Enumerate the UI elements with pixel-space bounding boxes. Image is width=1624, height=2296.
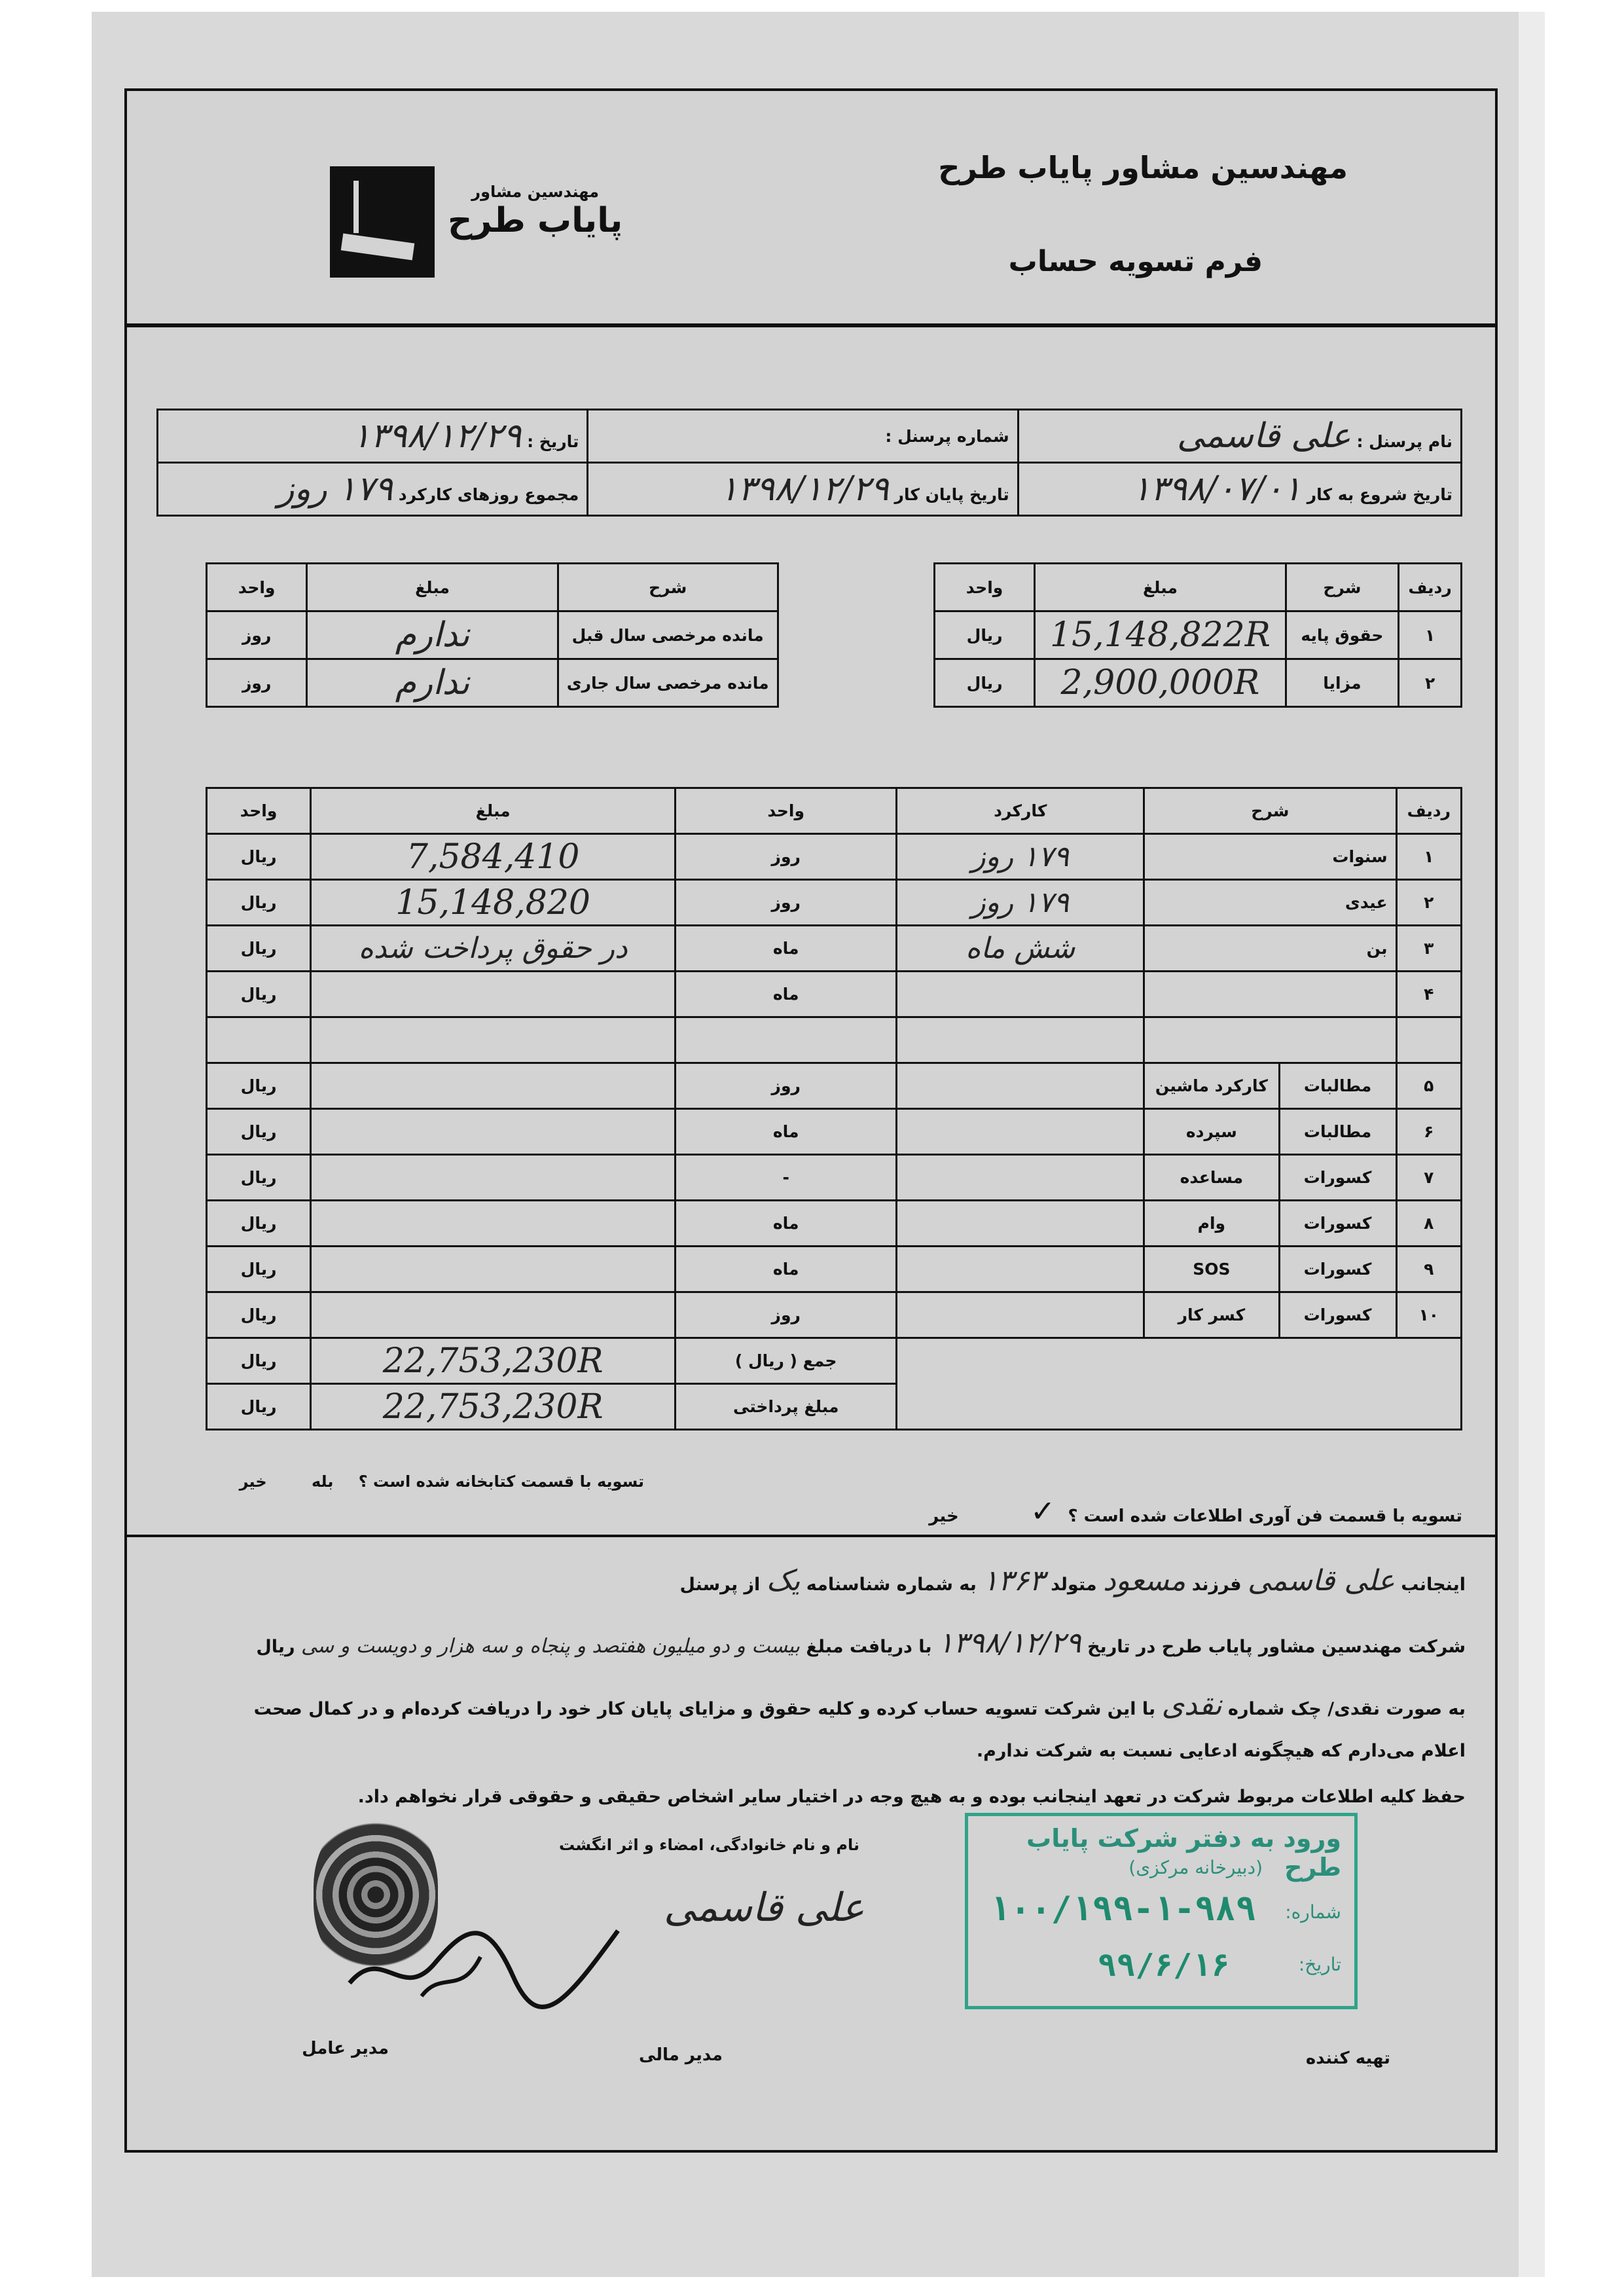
decl-text: شرکت مهندسین مشاور پایاب طرح در تاریخ [1087, 1637, 1466, 1657]
row-amount: در حقوق پرداخت شده [311, 926, 676, 972]
row-unit2: روز [207, 611, 307, 659]
decl-payment-method: نقدی [1161, 1688, 1222, 1722]
row-number: ۱ [1396, 834, 1461, 880]
signature-caption: نام و نام خانوادگی، امضاء و اثر انگشت [559, 1836, 860, 1854]
declaration-line-1 [156, 1564, 1466, 1599]
row-category: کسورات [1279, 1292, 1396, 1338]
row-amount: 7,584,410 [311, 834, 676, 880]
row-unit: روز [676, 1292, 897, 1338]
sum-value: 22,753,230R [311, 1338, 676, 1384]
table-spacer-row [207, 1017, 1462, 1063]
library-yes: بله [311, 1472, 334, 1491]
decl-text: با دریافت مبلغ [806, 1637, 932, 1657]
table-header-row [207, 788, 1462, 834]
row-subitem: SOS [1144, 1247, 1279, 1292]
start-cell [1018, 463, 1461, 516]
row-number: ۶ [1396, 1109, 1461, 1155]
row-desc: عیدی [1144, 880, 1396, 926]
days-value: ۱۷۹ روز [278, 469, 393, 509]
row-unit: - [676, 1155, 897, 1201]
row-unit: ریال [934, 659, 1034, 707]
row-desc2: مانده مرخصی سال جاری [558, 659, 778, 707]
decl-text: به صورت نقدی/ چک شماره [1228, 1699, 1466, 1719]
row-number: ۹ [1396, 1247, 1461, 1292]
start-value: ۱۳۹۸/۰۷/۰۱ [1132, 469, 1301, 509]
payment-row [207, 1384, 1462, 1430]
row-number: ۱ [1399, 611, 1462, 659]
company-logo-icon [330, 166, 435, 278]
decl-text: فرزند [1191, 1575, 1242, 1595]
declaration-line-5: حفظ کلیه اطلاعات مربوط شرکت در تعهد اینجانب بوده و به هیچ وجه در اختیار سایر اشخاص حقیقی و حقوقی قرار نخواهم داد. [357, 1787, 1466, 1807]
table-row [207, 880, 1462, 926]
row-currency: ریال [207, 1201, 311, 1247]
table-row [207, 1247, 1462, 1292]
decl-text: ریال [256, 1637, 295, 1657]
row-number: ۵ [1396, 1063, 1461, 1109]
salary-leave-table [206, 562, 1462, 708]
decl-father: مسعود [1103, 1564, 1186, 1597]
row-unit: ماه [676, 1109, 897, 1155]
row-number: ۷ [1396, 1155, 1461, 1201]
row-currency: ریال [207, 1155, 311, 1201]
column-gap [778, 659, 934, 707]
row-amount2: ندارم [307, 611, 558, 659]
row-category: مطالبات [1279, 1109, 1396, 1155]
row-number: ۱۰ [1396, 1292, 1461, 1338]
row-currency: ریال [207, 1247, 311, 1292]
date-label: تاریخ : [527, 432, 579, 451]
row-desc: حقوق پایه [1286, 611, 1399, 659]
column-gap [778, 564, 934, 611]
row-work: شش ماه [897, 926, 1144, 972]
payment-currency: ریال [207, 1384, 311, 1430]
stamp-number-value: ۱۰۰/۱۹۹-۱-۹۸۹ [990, 1889, 1256, 1929]
settlement-items-table [206, 787, 1462, 1430]
row-work [897, 972, 1144, 1017]
personnel-info-table [156, 409, 1462, 517]
row-category: کسورات [1279, 1201, 1396, 1247]
it-question [929, 1493, 1462, 1529]
signature-name: علی قاسمی [664, 1885, 865, 1931]
decl-text: از پرسنل [679, 1575, 761, 1595]
secretariat-stamp [965, 1813, 1358, 2009]
row-desc2: مانده مرخصی سال قبل [558, 611, 778, 659]
col-header: مبلغ [1035, 564, 1286, 611]
footer-ceo: مدیر عامل [302, 2039, 389, 2058]
start-label: تاریخ شروع به کار [1307, 485, 1453, 504]
signature-scribble-icon [343, 1904, 624, 2009]
sum-currency: ریال [207, 1338, 311, 1384]
table-row [207, 1292, 1462, 1338]
name-cell [1018, 410, 1461, 463]
row-subitem: وام [1144, 1201, 1279, 1247]
footer-prepared: تهیه کننده [1305, 2049, 1390, 2068]
library-question [240, 1472, 644, 1491]
sum-row [207, 1338, 1462, 1384]
row-desc [1144, 972, 1396, 1017]
row-number: ۸ [1396, 1201, 1461, 1247]
days-cell [158, 463, 588, 516]
logo-text-big: پایاب طرح [448, 201, 623, 240]
row-number: ۳ [1396, 926, 1461, 972]
decl-birth: ۱۳۶۳ [983, 1564, 1045, 1597]
row-unit: ماه [676, 926, 897, 972]
table-header-row [207, 564, 1462, 611]
checkmark-icon: ✓ [1030, 1493, 1056, 1529]
stamp-date-label: تاریخ: [1298, 1954, 1341, 1975]
row-desc: بن [1144, 926, 1396, 972]
row-number: ۲ [1399, 659, 1462, 707]
decl-text: اینجانب [1401, 1575, 1466, 1595]
col-header: واحد [207, 788, 311, 834]
it-question-text: تسویه با قسمت فن آوری اطلاعات شده است ؟ [1068, 1506, 1462, 1526]
decl-id: یک [766, 1564, 801, 1597]
table-row [207, 1109, 1462, 1155]
row-work: ۱۷۹ روز [897, 834, 1144, 880]
row-amount: 2,900,000R [1035, 659, 1286, 707]
sum-label: جمع ( ریال ) [676, 1338, 897, 1384]
form-title: فرم تسویه حساب [1008, 245, 1263, 278]
info-row [158, 463, 1462, 516]
row-unit: ماه [676, 1247, 897, 1292]
col-header: ردیف [1399, 564, 1462, 611]
days-label: مجموع روزهای کارکرد [398, 485, 579, 504]
info-row [158, 410, 1462, 463]
row-unit: ماه [676, 972, 897, 1017]
row-category: کسورات [1279, 1155, 1396, 1201]
row-unit: ماه [676, 1201, 897, 1247]
col-header: واحد [934, 564, 1034, 611]
row-number: ۴ [1396, 972, 1461, 1017]
col-header: ردیف [1396, 788, 1461, 834]
row-currency: ریال [207, 834, 311, 880]
row-subitem: مساعده [1144, 1155, 1279, 1201]
table-row [207, 1155, 1462, 1201]
it-no: خیر [929, 1506, 959, 1526]
library-question-text: تسویه با قسمت کتابخانه شده است ؟ [358, 1472, 644, 1491]
table-row [207, 659, 1462, 707]
payment-label: مبلغ پرداختی [676, 1384, 897, 1430]
row-amount2: ندارم [307, 659, 558, 707]
stamp-subtitle: (دبیرخانه مرکزی) [1128, 1857, 1263, 1878]
settlement-form [124, 88, 1498, 2153]
name-label: نام پرسنل : [1356, 432, 1453, 451]
col-header: مبلغ [307, 564, 558, 611]
col-header: شرح [558, 564, 778, 611]
decl-text: با این شرکت تسویه حساب کرده و کلیه حقوق و مزایای پایان کار خود را دریافت کرده‌ام و در کمال صحت [253, 1699, 1156, 1719]
row-category: کسورات [1279, 1247, 1396, 1292]
decl-text: متولد [1051, 1575, 1097, 1595]
row-currency: ریال [207, 1292, 311, 1338]
row-unit2: روز [207, 659, 307, 707]
row-unit: روز [676, 880, 897, 926]
row-desc: سنوات [1144, 834, 1396, 880]
table-row [207, 834, 1462, 880]
decl-amount-words: بیست و دو میلیون هفتصد و پنجاه و سه هزار و دویست و سی [301, 1635, 800, 1658]
company-name: مهندسین مشاور پایاب طرح [938, 150, 1348, 185]
declaration-line-3 [156, 1688, 1466, 1723]
personnel-number-cell [588, 410, 1018, 463]
row-unit: روز [676, 834, 897, 880]
section-divider [127, 1535, 1495, 1537]
stamp-date-value: ۹۹/۶/۱۶ [1097, 1947, 1230, 1984]
row-unit: ریال [934, 611, 1034, 659]
end-cell [588, 463, 1018, 516]
logo-text-small: مهندسین مشاور [471, 183, 599, 201]
col-header: کارکرد [897, 788, 1144, 834]
stamp-number-label: شماره: [1285, 1901, 1341, 1923]
stamp-title: ورود به دفتر شرکت پایاب طرح [1026, 1824, 1341, 1882]
row-number: ۲ [1396, 880, 1461, 926]
row-category: مطالبات [1279, 1063, 1396, 1109]
row-currency: ریال [207, 880, 311, 926]
date-value: ۱۳۹۸/۱۲/۲۹ [352, 416, 522, 456]
name-value: علی قاسمی [1176, 416, 1351, 456]
scan-edge [1519, 12, 1545, 2277]
row-currency: ریال [207, 1063, 311, 1109]
col-header: شرح [1286, 564, 1399, 611]
row-desc: مزایا [1286, 659, 1399, 707]
row-unit: روز [676, 1063, 897, 1109]
table-row [207, 1201, 1462, 1247]
end-label: تاریخ پایان کار [894, 485, 1009, 504]
row-subitem: کسر کار [1144, 1292, 1279, 1338]
logo-text [448, 183, 623, 240]
end-value: ۱۳۹۸/۱۲/۲۹ [719, 469, 889, 509]
footer-financial: مدیر مالی [638, 2045, 723, 2065]
col-header: واحد [676, 788, 897, 834]
row-currency: ریال [207, 972, 311, 1017]
row-subitem: سپرده [1144, 1109, 1279, 1155]
col-header: مبلغ [311, 788, 676, 834]
payment-value: 22,753,230R [311, 1384, 676, 1430]
declaration-line-4: اعلام می‌دارم که هیچگونه ادعایی نسبت به شرکت ندارم. [976, 1741, 1466, 1761]
date-cell [158, 410, 588, 463]
personnel-label: شماره پرسنل : [885, 426, 1009, 446]
row-work: ۱۷۹ روز [897, 880, 1144, 926]
row-currency: ریال [207, 926, 311, 972]
row-currency: ریال [207, 1109, 311, 1155]
col-header: واحد [207, 564, 307, 611]
library-no: خیر [239, 1472, 267, 1491]
row-amount: 15,148,822R [1035, 611, 1286, 659]
table-row [207, 972, 1462, 1017]
col-header: شرح [1144, 788, 1396, 834]
table-row [207, 1063, 1462, 1109]
row-amount: 15,148,820 [311, 880, 676, 926]
row-amount [311, 972, 676, 1017]
row-subitem: کارکرد ماشین [1144, 1063, 1279, 1109]
table-row [207, 926, 1462, 972]
decl-text: به شماره شناسنامه [806, 1575, 977, 1595]
decl-date: ۱۳۹۸/۱۲/۲۹ [937, 1626, 1081, 1660]
column-gap [778, 611, 934, 659]
declaration-line-2 [156, 1626, 1466, 1661]
table-row [207, 611, 1462, 659]
decl-name: علی قاسمی [1247, 1564, 1395, 1597]
form-header [127, 91, 1495, 327]
